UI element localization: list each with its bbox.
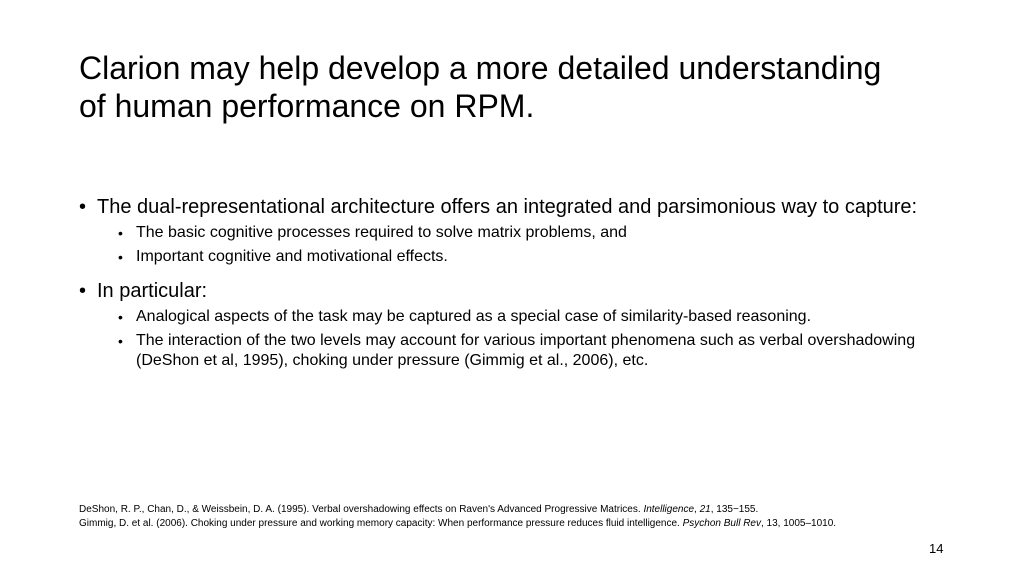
- sub-bullet-glyph: •: [118, 249, 123, 265]
- bullet-list: [79, 195, 949, 375]
- reference-volume: 21: [699, 504, 711, 515]
- sub-bullet-text: The basic cognitive processes required to solve matrix problems, and: [136, 224, 627, 241]
- sub-bullet-text: Important cognitive and motivational effects.: [136, 248, 448, 265]
- sub-bullet-item: [118, 247, 949, 267]
- bullet-text: The dual-representational architecture offers an integrated and parsimonious way to capture:: [97, 196, 918, 218]
- slide-title-line-2: of human performance on RPM.: [79, 88, 535, 124]
- sub-bullet-item: [118, 307, 949, 327]
- slide-title: [79, 49, 979, 125]
- reference-item: [79, 503, 979, 517]
- sub-bullet-glyph: •: [118, 225, 123, 241]
- sub-bullet-list: [79, 307, 949, 371]
- sub-bullet-text: Analogical aspects of the task may be captured as a special case of similarity-based reasoning.: [136, 308, 812, 325]
- bullet-item: [79, 279, 949, 303]
- bullet-glyph: •: [79, 196, 87, 218]
- sub-bullet-glyph: •: [118, 309, 123, 325]
- reference-text: DeShon, R. P., Chan, D., & Weissbein, D. A. (1995). Verbal overshadowing effects on Raven's Advanced Progressive Matrices.: [79, 504, 644, 515]
- sub-bullet-text: The interaction of the two levels may account for various important phenomena such as verbal overshadowing (DeShon et al, 1995), choking under pressure (Gimmig et al., 2006), etc.: [136, 332, 916, 369]
- page-number: 14: [929, 541, 944, 556]
- reference-item: [79, 517, 979, 531]
- references: [79, 503, 979, 531]
- reference-pages: , 13, 1005–1010.: [760, 518, 837, 529]
- slide-title-line-1: Clarion may help develop a more detailed understanding: [79, 50, 882, 86]
- bullet-glyph: •: [79, 280, 87, 302]
- sub-bullet-item: [118, 331, 949, 371]
- sub-bullet-item: [118, 223, 949, 243]
- reference-journal: Intelligence: [643, 504, 695, 515]
- bullet-text: In particular:: [97, 280, 208, 302]
- reference-journal: Psychon Bull Rev: [682, 518, 761, 529]
- bullet-item: [79, 195, 949, 219]
- reference-separator: ,: [694, 504, 700, 515]
- sub-bullet-glyph: •: [118, 333, 123, 349]
- sub-bullet-list: [79, 223, 949, 267]
- reference-pages: , 135−155.: [710, 504, 759, 515]
- reference-text: Gimmig, D. et al. (2006). Choking under pressure and working memory capacity: When performance pressure reduces fluid intelligence.: [79, 518, 683, 529]
